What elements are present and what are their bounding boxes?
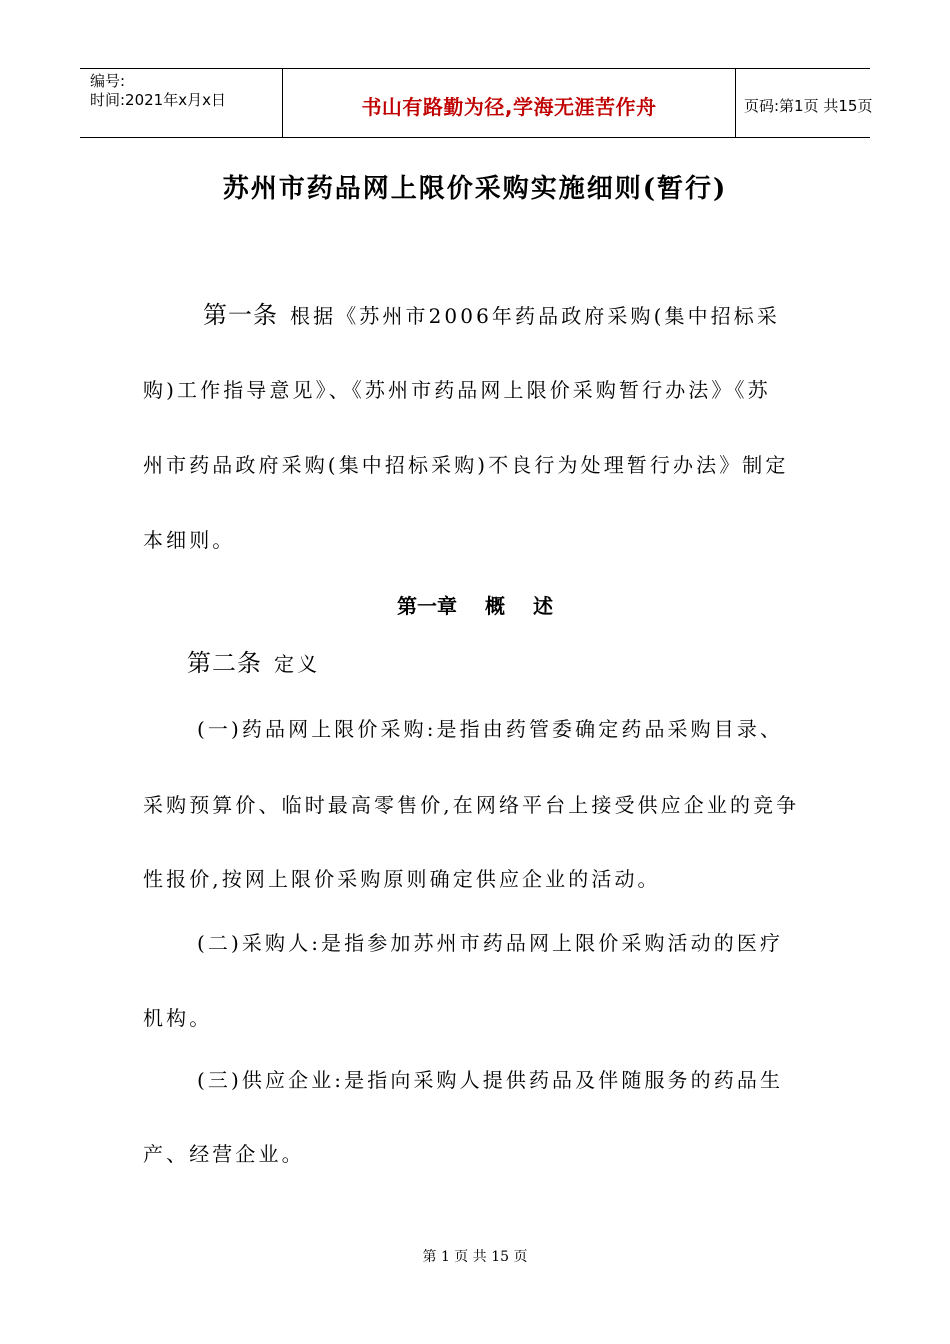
article-1-line-1: 根据《苏州市2006年药品政府采购(集中招标采 <box>290 304 781 328</box>
document-title: 苏州市药品网上限价采购实施细则(暂行) <box>222 174 728 204</box>
item-1-line-1: (一)药品网上限价采购:是指由药管委确定药品采购目录、 <box>197 717 784 741</box>
article-2-text: 定义 <box>274 652 321 676</box>
item-3-line-2: 产、经营企业。 <box>143 1142 305 1166</box>
item-3-line-1: (三)供应企业:是指向采购人提供药品及伴随服务的药品生 <box>197 1068 784 1092</box>
article-2 <box>187 651 320 676</box>
header-table <box>80 68 873 138</box>
chapter-title-part-2: 述 <box>533 594 553 618</box>
article-1-line-2: 购)工作指导意见》、《苏州市药品网上限价采购暂行办法》《苏 <box>143 378 771 402</box>
item-1-line-2: 采购预算价、临时最高零售价,在网络平台上接受供应企业的竞争 <box>143 793 800 817</box>
article-1-first-line <box>203 303 780 328</box>
item-1-line-3: 性报价,按网上限价采购原则确定供应企业的活动。 <box>143 867 661 891</box>
article-1-line-3: 州市药品政府采购(集中招标采购)不良行为处理暂行办法》制定 <box>143 453 789 477</box>
motto: 书山有路勤为径,学海无涯苦作舟 <box>361 95 657 119</box>
article-2-label: 第二条 <box>187 649 262 677</box>
item-2-line-2: 机构。 <box>143 1006 213 1030</box>
number-label: 编号: <box>90 72 126 90</box>
article-1-line-4: 本细则。 <box>143 528 236 552</box>
article-1-label: 第一条 <box>203 301 278 329</box>
header-left-cell <box>80 69 282 137</box>
time-label: 时间:2021年x月x日 <box>90 91 226 109</box>
header-page-info: 页码:第1页 共15页 <box>744 97 873 115</box>
page-footer: 第 1 页 共 15 页 <box>422 1249 528 1265</box>
header-motto-cell <box>282 69 736 137</box>
chapter-title-part-1: 概 <box>485 594 505 618</box>
item-2-line-1: (二)采购人:是指参加苏州市药品网上限价采购活动的医疗 <box>197 931 784 955</box>
chapter-number: 第一章 <box>397 594 457 618</box>
header-page-cell <box>736 69 873 137</box>
chapter-heading <box>0 590 950 619</box>
